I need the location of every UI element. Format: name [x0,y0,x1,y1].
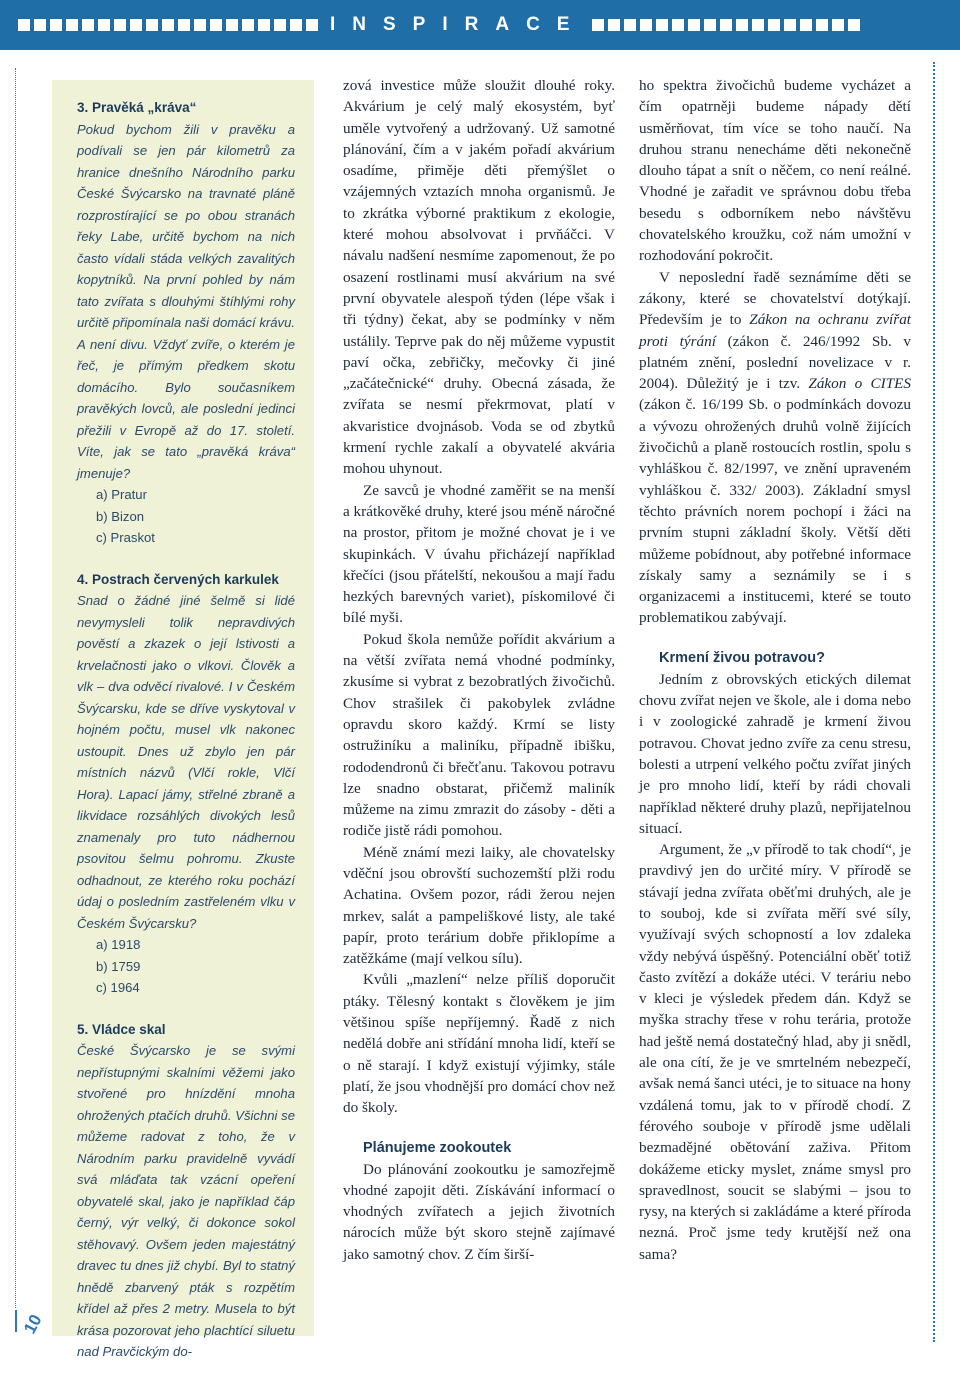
header-square-icon [114,19,126,31]
header-square-icon [784,19,796,31]
header-square-icon [50,19,62,31]
header-square-icon [592,19,604,31]
header-square-icon [306,19,318,31]
header-square-icon [816,19,828,31]
paragraph: Argument, že „v přírodě to tak chodí“, je pravdivý jen do určité míry. V přírodě se stávají jedna zvířata oběťmi druhých, ale je to souboj, kde si zvířata měří své síly, využívají svých schopností a lov zdaleka vždy nebývá úspěšný. Potenciální oběť totiž často zvítězí a dokáže utéci. V teráriu nebo v kleci je výsledek předem dán. Když se myška strachy třese v rohu terária, protože had ještě nemá dostatečný hlad, aby ji snědl, ale ona cítí, že je ve smrtelném nebezpečí, avšak nemá šanci utéci, je to situace na hony vzdálená tomu, jak to v přírodě chodí. Z férového souboje v přírodě jsme udělali bezmadějné obětování zaživa. Přitom dokážeme eticky myslet, známe smysl pro spravedlnost, soucit se slabými – jsou to rysy, na kterých si zakládáme a které příroda nezná. Proč jsme tedy krutější než ona sama? [639,841,912,1263]
header-square-icon [672,19,684,31]
section-header [0,0,960,50]
section-heading: Krmení živou potravou? [659,649,825,666]
text-run: (zákon č. 246/1992 Sb. v platném znění, poslední novelizace v r. 2004). Důležitý je i tzv. [639,332,911,393]
header-square-icon [210,19,222,31]
header-square-icon [800,19,812,31]
header-square-icon [34,19,46,31]
quiz-question [77,569,295,999]
header-title: INSPIRACE [330,14,587,35]
quiz-option: b) 1759 [96,958,141,974]
header-square-icon [194,19,206,31]
header-square-icon [226,19,238,31]
header-square-icon [66,19,78,31]
paragraph: Kvůli „mazlení“ nelze příliš doporučit ptáky. Tělesný kontakt s člověkem je jim většinou spíše nepříjemný. Řadě z nich nedělá dobře ani střídání mnoha lidí, kteří se o ně starají. I když existují výjimky, stále platí, že jsou vhodnější pro domácí chov než do školy. [343,971,615,1117]
header-square-icon [768,19,780,31]
header-square-icon [290,19,302,31]
header-square-icon [242,19,254,31]
page-number: 10 [20,1311,46,1337]
quiz-question-title: 5. Vládce skal [77,1021,166,1037]
text-run: V neposlední řadě seznámíme děti se zákony, které se chovatelství dotýkají. Především je to [639,268,911,329]
header-square-icon [848,19,860,31]
header-square-icon [98,19,110,31]
quiz-options [77,934,295,999]
quiz-question-body: Snad o žádné jiné šelmě si lidé nevymysleli tolik nepravdivých pověstí a zkazek o její lstivosti a krvelačnosti jako o vlkovi. Člověk a vlk – dva odvěcí rivalové. I v Českém Švýcarsku, kde se dříve vyskytoval v hojném počtu, musel vlk nakonec ustoupit. Dnes už zbylo jen pár místních názvů (Vlčí rokle, Vlčí Hora). Lapací jámy, střelné zbraně a likvidace rozsáhlých divokých lesů znamenaly pro tuto nádhernou psovitou šelmu pohromu. Zkuste odhadnout, ze kterého roku pochází údaj o posledním zastřeleném vlku v Českém Švýcarsku? [77,593,295,931]
paragraph: Ze savců je vhodné zaměřit se na menší a krátkověké druhy, které jsou méně náročné na prostor, přitom je možné chovat je i ve skupinkách. V úvahu přicházejí například křečíci (jsou přátelští, nekoušou a mají řadu hezkých barevných variet), pískomilové či bílé myši. [343,481,615,627]
quiz-option: a) Pratur [96,487,147,502]
quiz-question [77,1019,295,1363]
article-column-middle [343,75,615,1265]
article-column-right [639,75,911,1265]
quiz-question-title: 3. Pravěká „kráva“ [77,100,197,115]
quiz-option: c) Praskot [96,530,155,545]
header-square-icon [688,19,700,31]
paragraph: Pokud škola nemůže pořídit akvárium a na větší zvířata nemá vhodné podmínky, zkusíme si vybrat z bezobratlých živočichů. Chov strašilek či pakobylek zvládne opravdu skoro každý. Krmí se listy ostružiníku a maliníku, případně ibišku, rododendronů či břečťanu. Takovou potravu lze snadno obstarat, přičemž maliník můžeme na zimu zmrazit do zásoby - děti a rodiče jistě rádi pomohou. [343,630,615,840]
right-dotted-rule [933,62,935,1342]
section-heading: Plánujeme zookoutek [363,1139,512,1156]
law-name: Zákon o CITES [808,375,911,393]
header-square-icon [736,19,748,31]
paragraph: ho spektra živočichů budeme vycházet a čím opatrněji budeme nápady dětí usměrňovat, tím více se toho naučí. Na druhou stranu nenecháme děti nekonečně dlouho tápat a snít o něčem, co není reálné. Vhodné je zařadit ve správnou dobu třeba besedu s odborníkem nebo návštěvu chovatelského kroužku, což nám umožní v rozhodování pokročit. [639,77,911,265]
quiz-option: a) 1918 [96,937,141,952]
header-square-icon [162,19,174,31]
header-square-icon [704,19,716,31]
left-solid-rule [15,1310,17,1332]
paragraph: Jedním z obrovských etických dilemat chovu zvířat nejen ve škole, ale i doma nebo i v zoologické zahradě je krmení živou potravou. Chovat jedno zvíře za cenu stresu, bolesti a utrpení velkého počtu zvířat jiných je pro mnoho lidí, kteří by rádi chovali například některé druhy plazů, nepřijatelnou situací. [639,670,911,837]
quiz-option: c) 1964 [96,980,140,995]
quiz-question-body: České Švýcarsko je se svými nepřístupnými skalními věžemi jako stvořené pro hnízdění mnoha ohrožených ptačích druhů. Všichni se můžeme radovat z toho, že v Národním parku pravidelně vyvádí svá mláďata tak vzácní opeření obyvatelé skal, jako je například čáp černý, výr velký, či dokonce sokol stěhovavý. Ovšem jeden majestátný dravec tu dnes již chybí. Byl to statný hnědě zbarvený pták s rozpětím křídel až přes 2 metry. Musela to být krása pozorovat jeho plachtící siluetu nad Pravčickým do- [77,1043,295,1359]
paragraph: zová investice může sloužit dlouhé roky. Akvárium je celý malý ekosystém, byť uměle vytvořený a udržovaný. Už samotné plánování, čím a v jakém pořadí akvárium osadíme, přiměje děti přemýšlet o vzájemných vztazích mnoha organismů. Je to zkrátka výborné praktikum z ekologie, které mohou absolvovat i prvňáčci. V návalu nadšení nesmíme zapomenout, že po osazení rostlinami musí akvárium na své první obyvatele alespoň týden (lépe však i tři týdny) čekat, aby se podmínky v něm ustálily. Teprve pak do něj můžeme vypustit paví očka, zebřičky, mečovky či jiné „začátečnické“ druhy. Obecná zásada, že zvířata se nesmí překrmovat, platí v akvaristice dvojnásob. Voda se od zbytků krmení rychle zakalí a obyvatelé akvária mohou uhynout. [343,77,615,478]
quiz-option: b) Bizon [96,508,145,524]
header-square-icon [18,19,30,31]
header-square-icon [130,19,142,31]
left-dotted-rule [15,68,16,1308]
header-square-icon [274,19,286,31]
quiz-question [77,97,295,549]
header-square-icon [624,19,636,31]
header-square-icon [178,19,190,31]
header-square-icon [720,19,732,31]
law-name: Zákon na ochranu zvířat proti týrání [639,311,912,350]
header-square-icon [82,19,94,31]
paragraph: Do plánování zookoutku je samozřejmě vhodné zapojit děti. Získávání informací o vhodných zvířatech a jejich životních nárocích může být skoro stejně zajímavé jako samotný chov. Z čím širší- [343,1160,615,1263]
header-square-icon [608,19,620,31]
paragraph: Méně známí mezi laiky, ale chovatelsky vděční jsou obrovští suchozemští plži rodu Achatina. Ovšem pozor, rádi žerou nejen mrkev, salát a pampeliškové listy, ale také papír, proto terárium dobře přiklopíme a zatěžkáme (mají velkou sílu). [343,843,615,968]
text-run: (zákon č. 16/199 Sb. o podmínkách dovozu a vývozu ohrožených druhů volně žijících živočichů a planě rostoucích rostlin, spolu s vyhláškou č. 82/1997, ve znění upraveném vyhláškou č. 332/ 2003). Základní smysl těchto právních norem pochopí i žáci na prvním stupni základní školy. Větší děti můžeme pobídnout, aby potřebné informace získaly samy a seznámily se i s organizacemi a institucemi, které se touto problematikou zabývají. [639,396,911,627]
header-square-icon [146,19,158,31]
header-square-icon [832,19,844,31]
header-square-icon [752,19,764,31]
quiz-question-body: Pokud bychom žili v pravěku a podívali se jen pár kilometrů za hranice dnešního Národního parku České Švýcarsko na travnaté pláně rozprostírající se po obou stranách řeky Labe, určitě bychom na nich často vídali stáda velkých zavalitých kopytníků. Na první pohled by nám tato zvířata s dlouhými štíhlými rohy určitě připomínala naši domácí krávu. A není divu. Vždyť zvíře, o kterém je řeč, je přímým předkem skotu domácího. Bylo současníkem pravěkých lovců, ale poslední jedinci přežili v Evropě až do 17. století. Víte, jak se tato „pravěká kráva“ jmenuje? [77,121,295,481]
quiz-question-title: 4. Postrach červených karkulek [77,571,279,587]
quiz-sidebar [77,97,295,1383]
paragraph-laws [639,267,911,629]
header-square-icon [640,19,652,31]
header-square-icon [258,19,270,31]
quiz-options [77,484,295,549]
header-square-icon [656,19,668,31]
